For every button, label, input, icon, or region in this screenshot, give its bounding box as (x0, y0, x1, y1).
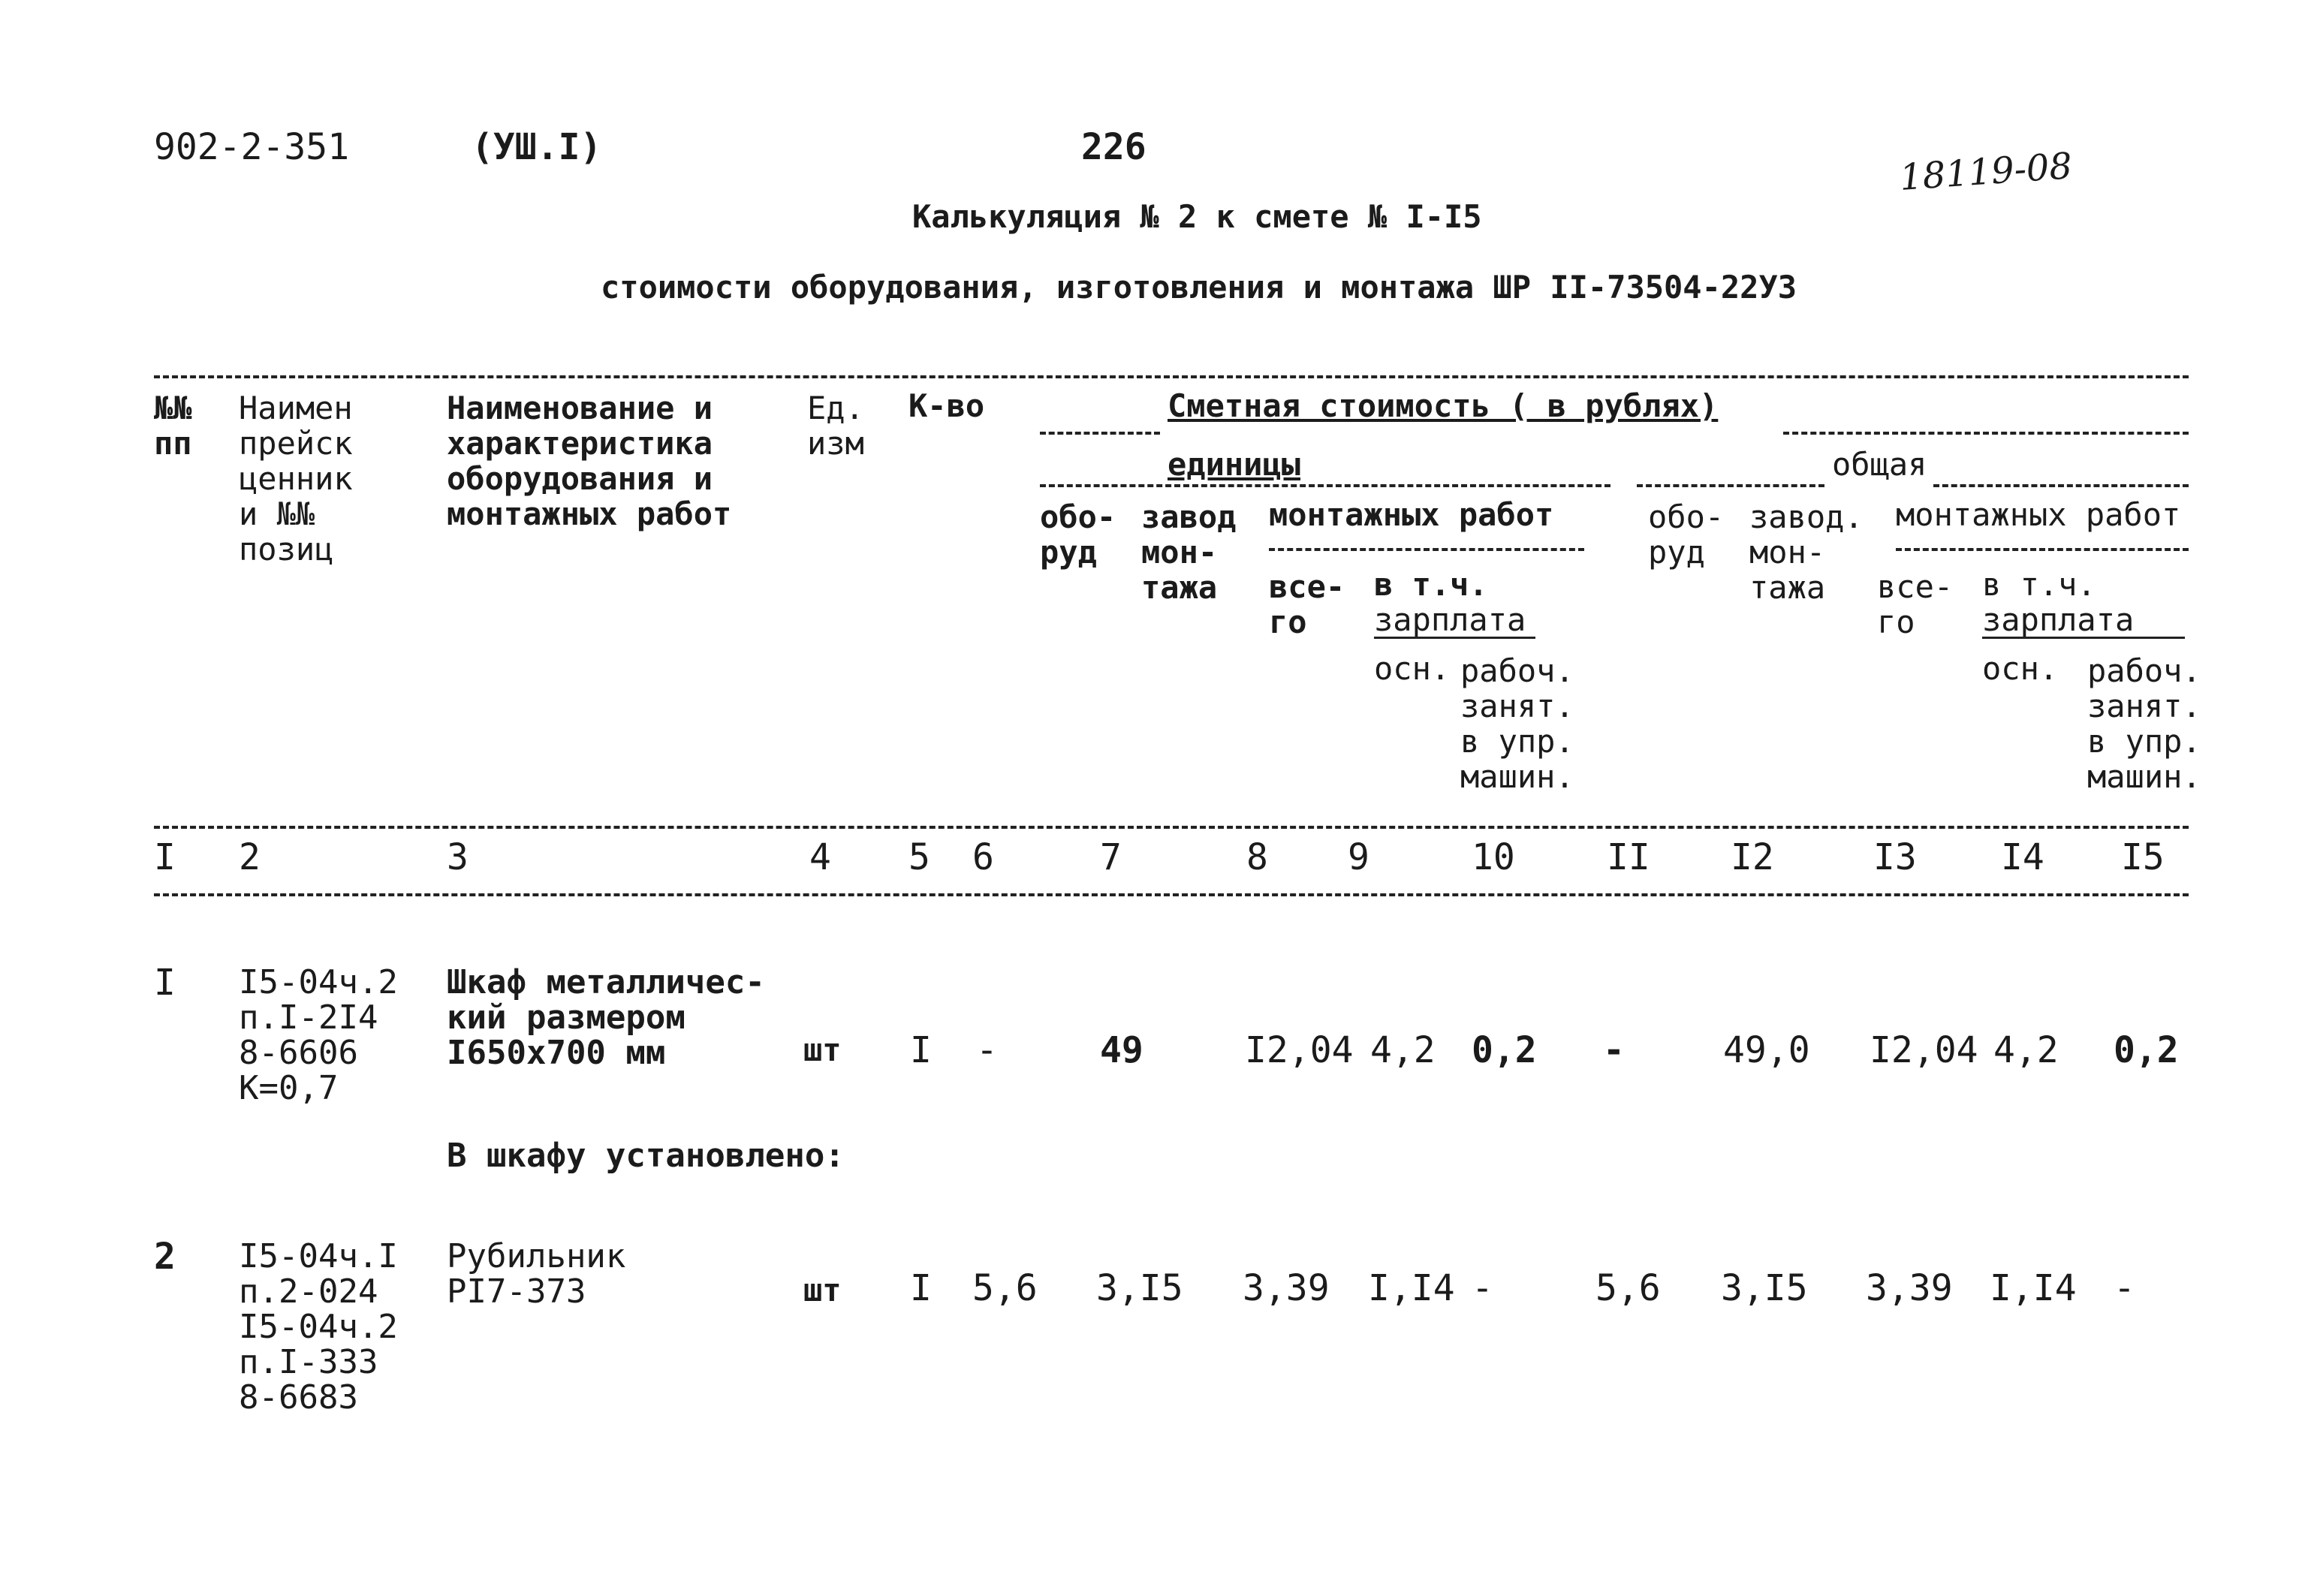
archive-stamp-number: 18119-08 (1898, 145, 2074, 199)
header-factory-unit: завод мон- тажа (1141, 498, 1237, 606)
header-base-unit: осн. (1374, 650, 1451, 687)
row-col14: I,I4 (1990, 1267, 2077, 1309)
row-col13: I2,04 (1870, 1029, 1978, 1071)
header-item-name: Наименование и характеристика оборудования и монтажных работ (447, 390, 732, 532)
total-cost-rule-right (1933, 484, 2189, 487)
row-col10: 0,2 (1472, 1029, 1537, 1071)
row-unit: шт (803, 1031, 842, 1068)
row-col13: 3,39 (1866, 1267, 1953, 1309)
row-pricelist: I5-04ч.2 п.I-2I4 8-6606 К=0,7 (239, 963, 398, 1107)
wages-unit-rule (1374, 637, 1535, 639)
row-col7: 3,I5 (1096, 1267, 1183, 1309)
header-estimated-cost: Сметная стоимость ( в рублях) (1168, 387, 1719, 424)
column-number: I2 (1731, 836, 1774, 878)
table-top-rule (154, 375, 2189, 378)
header-unit: Ед. изм (807, 390, 864, 462)
column-number: 6 (972, 836, 994, 878)
row-col6: - (976, 1029, 998, 1071)
unit-cost-rule (1040, 484, 1610, 487)
section-number: (УШ.I) (472, 126, 602, 168)
row-unit: шт (803, 1272, 842, 1308)
header-row-number: №№ пп (154, 390, 192, 462)
installation-total-rule (1896, 548, 2189, 551)
row-number: I (154, 962, 176, 1004)
row-item-name: Рубильник РI7-373 (447, 1237, 626, 1311)
wages-total-rule (1982, 637, 2185, 639)
row-quantity: I (910, 1267, 932, 1309)
row-col8: 3,39 (1243, 1267, 1330, 1309)
header-total-cost: общая (1832, 446, 1927, 483)
header-unit-cost: единицы (1168, 446, 1301, 483)
column-number: I3 (1873, 836, 1917, 878)
header-machine-unit: рабоч. занят. в упр. машин. (1460, 652, 1574, 795)
column-number: II (1607, 836, 1650, 878)
header-installation-total: монтажных работ (1896, 496, 2181, 533)
row-col6: 5,6 (972, 1267, 1038, 1309)
column-number: 2 (239, 836, 261, 878)
column-number: I (154, 836, 176, 878)
column-number: 10 (1472, 836, 1515, 878)
row-col11: 5,6 (1595, 1267, 1661, 1309)
header-wages-total: зарплата (1982, 601, 2135, 638)
column-number: 8 (1246, 836, 1268, 878)
header-wages-unit: зарплата (1374, 601, 1526, 638)
cost-group-rule-right (1783, 432, 2189, 435)
row-col14: 4,2 (1993, 1029, 2059, 1071)
row-col9: 4,2 (1370, 1029, 1436, 1071)
document-code: 902-2-351 (154, 126, 350, 168)
header-installation-unit: монтажных работ (1269, 496, 1554, 533)
column-numbers-bottom-rule (154, 893, 2189, 896)
page-number: 226 (1081, 126, 1146, 168)
row-col15: 0,2 (2114, 1029, 2179, 1071)
header-including-total: в т.ч. (1982, 566, 2096, 603)
calculation-subtitle: стоимости оборудования, изготовления и монтажа ШР II-73504-22УЗ (601, 269, 1797, 306)
note-installed-in-cabinet: В шкафу установлено: (447, 1137, 845, 1175)
installation-unit-rule (1269, 548, 1584, 551)
column-number: I5 (2121, 836, 2165, 878)
row-col11: - (1603, 1029, 1625, 1071)
total-cost-rule-left (1637, 484, 1824, 487)
header-pricelist: Наимен прейск ценник и №№ позиц (239, 390, 353, 568)
header-quantity: К-во (908, 387, 985, 424)
header-machine-total: рабоч. занят. в упр. машин. (2087, 652, 2201, 795)
column-number: 7 (1100, 836, 1122, 878)
row-col10: - (1472, 1267, 1493, 1309)
row-col12: 3,I5 (1721, 1267, 1808, 1309)
header-including-unit: в т.ч. (1374, 566, 1488, 603)
column-number: 5 (908, 836, 930, 878)
header-all-unit: все- го (1269, 568, 1345, 640)
column-number: 9 (1348, 836, 1369, 878)
header-equipment-total: обо- руд (1648, 498, 1725, 571)
column-number: I4 (2001, 836, 2044, 878)
cost-group-rule-left (1040, 432, 1160, 435)
row-quantity: I (910, 1029, 932, 1071)
column-number: 3 (447, 836, 469, 878)
header-base-total: осн. (1982, 650, 2059, 687)
row-col9: I,I4 (1368, 1267, 1455, 1309)
column-numbers-top-rule (154, 826, 2189, 829)
column-number: 4 (809, 836, 831, 878)
row-pricelist: I5-04ч.I п.2-024 I5-04ч.2 п.I-333 8-6683 (239, 1237, 398, 1417)
row-item-name: Шкаф металличес- кий размером I650х700 мм (447, 963, 765, 1072)
header-equipment-unit: обо- руд (1040, 498, 1116, 571)
row-number: 2 (154, 1236, 176, 1278)
header-factory-total: завод. мон- тажа (1749, 498, 1864, 606)
header-all-total: все- го (1877, 568, 1954, 640)
row-col15: - (2114, 1267, 2135, 1309)
row-col8: I2,04 (1245, 1029, 1354, 1071)
row-col7: 49 (1100, 1029, 1143, 1071)
row-col12: 49,0 (1723, 1029, 1810, 1071)
calculation-title: Калькуляция № 2 к смете № I-I5 (912, 198, 1482, 235)
